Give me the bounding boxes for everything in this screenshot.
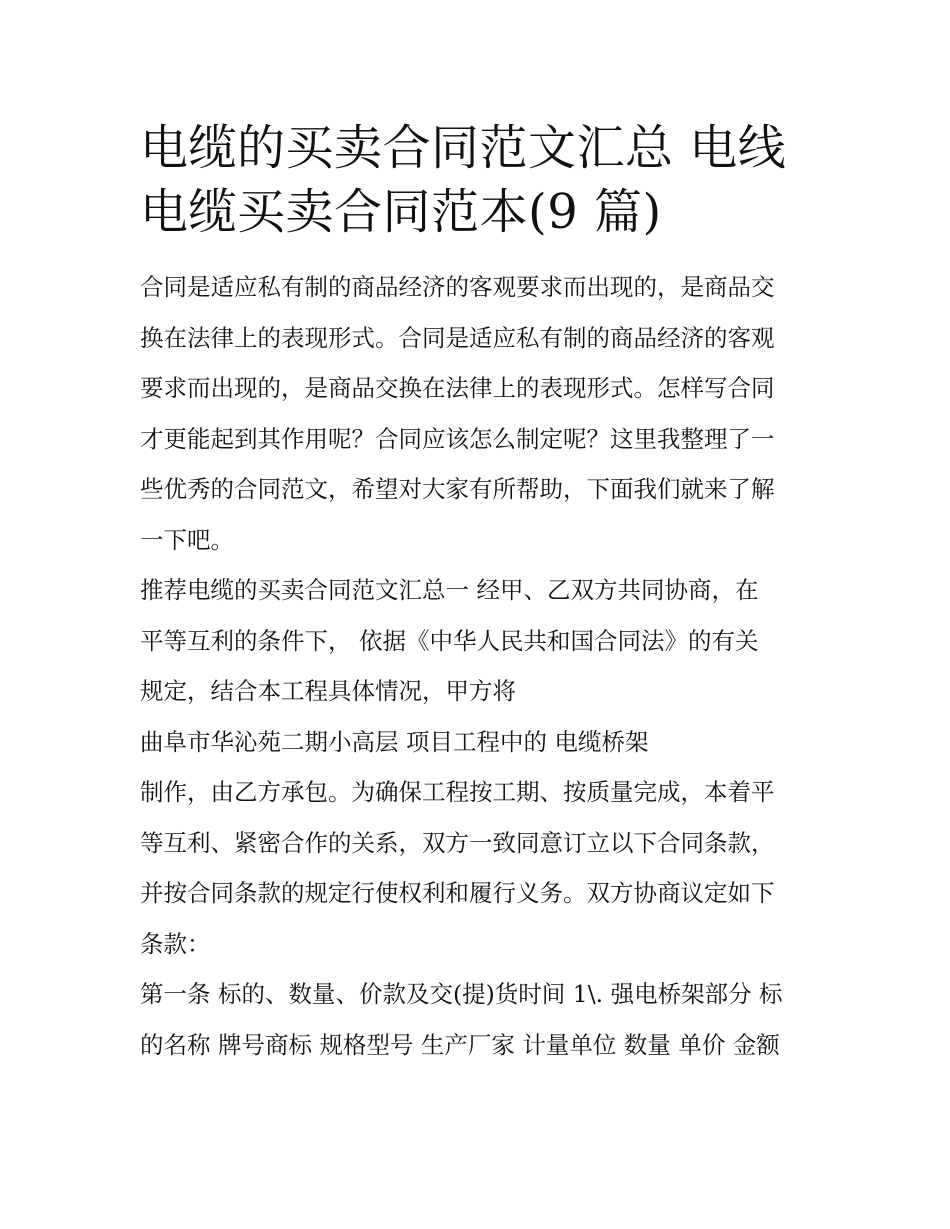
text-line: 平等互利的条件下， 依据《中华人民共和国合同法》的有关 [140,626,759,655]
text-line: 曲阜市华沁苑二期小高层 项目工程中的 电缆桥架 [140,727,649,756]
text-line: 推荐电缆的买卖合同范文汇总一 经甲、乙双方共同协商，在 [140,576,759,604]
article-one-paragraph [140,969,812,1070]
title-line: 电缆买卖合同范本(9 篇) [140,184,662,240]
contract-intro-paragraph [140,565,812,717]
text-line: 并按合同条款的规定行使权利和履行义务。双方协商议定如下 [140,879,775,907]
text-line: 第一条 标的、数量、价款及交(提)货时间 1\. 强电桥架部分 标 [140,980,783,1008]
text-line: 要求而出现的，是商品交换在法律上的表现形式。怎样写合同 [140,374,775,402]
text-line: 合同是适应私有制的商品经济的客观要求而出现的，是商品交 [140,273,775,301]
document-content [140,116,812,1070]
text-line: 一下吧。 [140,525,234,554]
intro-paragraph [140,262,812,565]
text-line: 规定，结合本工程具体情况，甲方将 [140,677,516,705]
text-line: 些优秀的合同范文，希望对大家有所帮助，下面我们就来了解 [140,475,775,503]
project-name-paragraph [140,717,812,768]
text-line: 换在法律上的表现形式。合同是适应私有制的商品经济的客观 [140,323,775,352]
text-line: 的名称 牌号商标 规格型号 生产厂家 计量单位 数量 单价 金额 [140,1030,780,1059]
contract-terms-paragraph [140,767,812,969]
text-line: 制作，由乙方承包。为确保工程按工期、按质量完成，本着平 [140,778,775,806]
text-line: 才更能起到其作用呢？合同应该怎么制定呢？这里我整理了一 [140,424,775,453]
title-line: 电缆的买卖合同范文汇总 电线 [140,120,787,176]
text-line: 条款： [140,929,211,958]
text-line: 等互利、紧密合作的关系，双方一致同意订立以下合同条款， [140,828,775,857]
document-title [140,116,812,244]
